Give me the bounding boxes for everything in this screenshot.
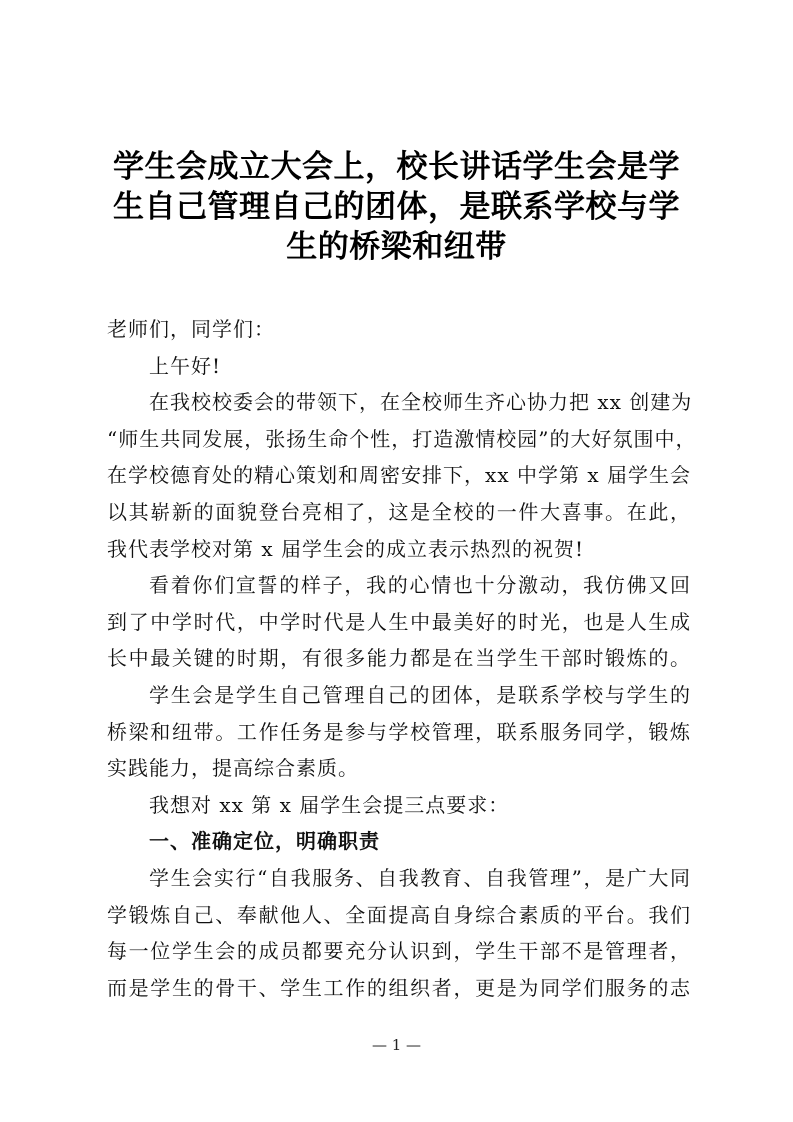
paragraph-line: 在学校德育处的精心策划和周密安排下，xx 中学第 x 届学生会 xyxy=(107,463,691,488)
title-line: 生自己管理自己的团体，是联系学校与学 xyxy=(113,189,680,225)
document-title xyxy=(100,147,693,267)
paragraph-line: 到了中学时代，中学时代是人生中最美好的时光，也是人生成 xyxy=(107,609,691,634)
paragraph-line: 老师们，同学们： xyxy=(107,317,275,341)
page-number: — 1 — xyxy=(371,1036,422,1054)
paragraph-line: “师生共同发展，张扬生命个性，打造激情校园”的大好氛围中， xyxy=(107,426,697,451)
paragraph-line: 长中最关键的时期，有很多能力都是在当学生干部时锻炼的。 xyxy=(107,646,691,671)
section-heading: 一、准确定位，明确职责 xyxy=(149,829,380,854)
paragraph-line: 学锻炼自己、奉献他人、全面提高自身综合素质的平台。我们 xyxy=(107,902,691,927)
paragraph-line: 实践能力，提高综合素质。 xyxy=(107,756,359,781)
paragraph-line: 而是学生的骨干、学生工作的组织者，更是为同学们服务的志 xyxy=(107,975,691,1000)
document-body xyxy=(107,311,697,1006)
paragraph-line: 我想对 xx 第 x 届学生会提三点要求： xyxy=(149,792,510,817)
title-line: 学生会成立大会上，校长讲话学生会是学 xyxy=(113,149,680,185)
title-line: 生的桥梁和纽带 xyxy=(286,229,507,265)
paragraph-line: 学生会是学生自己管理自己的团体，是联系学校与学生的 xyxy=(149,682,691,707)
paragraph-line: 我代表学校对第 x 届学生会的成立表示热烈的祝贺! xyxy=(107,536,585,561)
paragraph-line: 桥梁和纽带。工作任务是参与学校管理，联系服务同学，锻炼 xyxy=(107,719,691,744)
paragraph-line: 看着你们宣誓的样子，我的心情也十分激动，我仿佛又回 xyxy=(149,573,691,598)
paragraph-line: 学生会实行“自我服务、自我教育、自我管理”，是广大同 xyxy=(149,865,691,890)
paragraph-line: 在我校校委会的带领下，在全校师生齐心协力把 xx 创建为 xyxy=(149,390,693,415)
paragraph-line: 上午好! xyxy=(149,353,222,378)
paragraph-line: 以其崭新的面貌登台亮相了，这是全校的一件大喜事。在此， xyxy=(107,499,691,524)
paragraph-line: 每一位学生会的成员都要充分认识到，学生干部不是管理者， xyxy=(107,939,691,964)
